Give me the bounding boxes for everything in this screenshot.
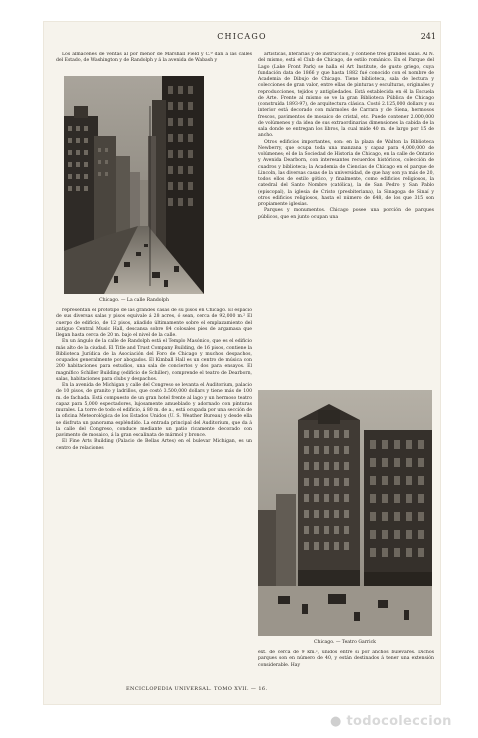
watermark [330, 714, 452, 729]
figure-caption-randolph: Chicago. — La calle Randolph [99, 298, 169, 303]
left-column-top-text [56, 52, 252, 72]
street-photo-illustration [64, 76, 204, 294]
running-title: CHICAGO [217, 32, 267, 41]
paragraph: El Fine Arts Building (Palacio de Bellas Artes) en el bulevar Michigan, es un centro de relaciones [56, 439, 252, 451]
paragraph: Otros edificios importantes, son: en la plaza de Walton la Biblioteca Newberry, que ocupa toda una manzana y capaz para 4,000,000 de volúmenes; el de la Sociedad de Historia de Chicago, en la calle de Ontario y Avenida Dearborn, con interesantes recuerdos históricos, colección de cuadros y biblioteca; la Academia de Ciencias de Chicago en el parque de Lincoln, las diversas casas de la universidad, de que hay son ya más de 20, todos ellos de estilo gótico, y finalmente, como edificios religiosos, la catedral del Santo Nombre (católica), la de San Pedro y San Pablo (episcopal), la iglesia de Cristo (presbiteriana), la Sinagoga de Sinaí y otros edificios religiosos, hasta el número de 648, de los que 315 son propiamente iglesias. [258, 139, 434, 207]
page-footer: ENCICLOPEDIA UNIVERSAL. TOMO XVII. — 16. [126, 686, 268, 692]
paragraph: representan el prototipo de las grandes casas de su pisos en Chicago. El espacio de sus diversas salas y pisos equivale á 28 acres, ó sean, cerca de 92,000 m.² El cuerpo de edificio, de 12 pisos, añadido últimamente sobre el emplazamiento del antiguo Central Music Hall, descansa sobre 84 colosales pies de argamasa que llegan hasta cerca de 20 m. bajo el nivel de la calle. [56, 308, 252, 338]
theatre-photo-illustration [258, 390, 432, 636]
figure-garrick-theatre [258, 390, 432, 636]
paragraph: En la avenida de Michigan y calle del Congreso se levanta el Auditorium, palacio de 10 pisos, de granito y ladrillos, que costó 3.500,000 dollars y tiene más de 100 m. de fachada. Está compuesto de un gran hotel frente al lago y un hermoso teatro capaz para 5,000 espectadores, lujosamente amueblado y adornado con pinturas murales. La torre de todo el edificio, á 80 m. de a., está ocupada por una sección de la oficina Meteorológica de los Estados Unidos (U. S. Weather Bureau) y desde ella se disfruta un panorama espléndido. La entrada principal del Auditorium, que da á la calle del Congreso, conduce mediante un patio ricamente decorado con pavimento de mosaico, á la gran escalinata de mármol y bronce. [56, 383, 252, 438]
right-column-top-text [258, 52, 434, 386]
page [44, 22, 440, 704]
paragraph: ext. de cerca de 9 km.², unidos entre sí por anchos bulevares. Dichos parques son en número de 40, y están destinados á tener una extensión considerable. Hay [258, 650, 434, 668]
paragraph: Parques y monumentos. Chicago posee una porción de parques públicos, que en junto ocupan una [258, 208, 434, 220]
page-header [44, 32, 440, 44]
watermark-dot-icon: ● [330, 714, 347, 729]
figure-caption-garrick: Chicago. — Teatro Garrick [314, 640, 376, 645]
paragraph: En un ángulo de la calle de Randolph está el Templo Masónico, que es el edificio más alto de la ciudad. El Title and Trust Company Building, de 16 pisos, contiene la Biblioteca Jurídica de la Asociación del Foro de Chicago y muchos despachos, ocupados generalmente por abogados. El Kimball Hall es un centro de música con 200 habitaciones para estudios, una sala de conciertos y dos para ensayos. El magnífico Schiller Building (edificio de Schiller), comprende el teatro de Dearborn, salas, habitaciones para clubs y despachos. [56, 339, 252, 382]
right-column-bottom-text [258, 650, 434, 684]
paragraph: Los almacenes de ventas al por menor de Marshall Field y C.ª dan á las calles del Estado, de Washington y de Randolph y á la avenida de Wabash y [56, 52, 252, 64]
paragraph: artísticas, literarias y de instrucción, y contiene tres grandes salas. Al N. del mismo, está el Club de Chicago, de estilo románico. En el Parque del Lago (Lake Front Park) se halla el Art Institute, de gusto griego, cuya fundación data de 1866 y que hasta 1882 fué conocido con el nombre de Academia de Dibujo de Chicago. Tiene biblioteca, sala de lectura y colecciones de gran valor, entre ellas de pinturas y esculturas, originales y reproducciones, tejidos y antigüedades. Está establecida en él la Escuela de Arte. Frente al mismo se ve la gran Biblioteca Pública de Chicago (construída 1893-97), de arquitectura clásica. Costó 2.125,000 dollars y su interior está decorado con mármoles de Carrara y de Siena, hermosos frescos, pavimentos de mosaico de cristal, etc. Puede contener 2.000,000 de volúmenes y da idea de sus extraordinarias dimensiones la cabida de la sala donde se entregan los libros, la cual mide 40 m. de largo por 15 de ancho. [258, 52, 434, 139]
page-number: 241 [420, 32, 436, 41]
watermark-text: todocoleccion [346, 714, 452, 729]
left-column-bottom-text [56, 308, 252, 684]
figure-randolph-street [64, 76, 204, 294]
